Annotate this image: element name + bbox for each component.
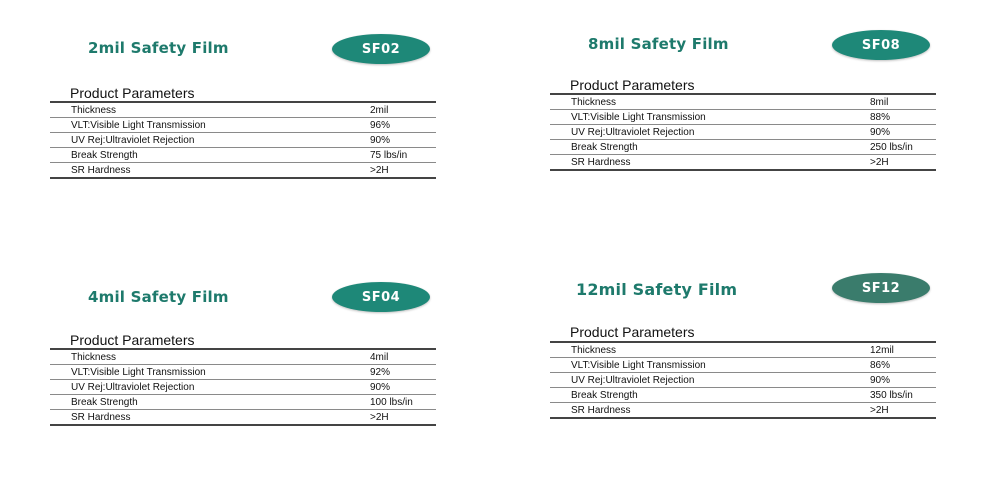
param-value: >2H	[870, 156, 889, 168]
product-title: 8mil Safety Film	[588, 35, 729, 53]
param-value: 96%	[370, 119, 391, 131]
param-value: 90%	[370, 381, 391, 393]
section-heading: Product Parameters	[570, 77, 695, 93]
table-row	[50, 118, 436, 133]
param-value: 250 lbs/in	[870, 141, 913, 153]
table-row	[50, 350, 436, 365]
param-value: 90%	[370, 134, 391, 146]
param-value: 100 lbs/in	[370, 396, 413, 408]
param-label: Break Strength	[71, 396, 138, 408]
parameters-table	[50, 348, 436, 426]
section-heading: Product Parameters	[70, 332, 195, 348]
param-value: 8mil	[870, 96, 889, 108]
table-row	[50, 410, 436, 424]
section-heading: Product Parameters	[70, 85, 195, 101]
table-row	[50, 103, 436, 118]
table-row	[50, 133, 436, 148]
product-title: 2mil Safety Film	[88, 39, 229, 57]
table-row	[550, 358, 936, 373]
param-label: UV Rej:Ultraviolet Rejection	[571, 126, 695, 138]
product-code-badge: SF04	[332, 282, 430, 312]
table-row	[550, 140, 936, 155]
product-code-badge: SF02	[332, 34, 430, 64]
table-row	[50, 148, 436, 163]
table-row	[550, 343, 936, 358]
param-value: 86%	[870, 359, 891, 371]
param-value: 350 lbs/in	[870, 389, 913, 401]
param-label: Break Strength	[571, 389, 638, 401]
table-row	[550, 125, 936, 140]
param-label: Break Strength	[71, 149, 138, 161]
table-row	[50, 365, 436, 380]
table-row	[550, 373, 936, 388]
param-value: >2H	[370, 164, 389, 176]
param-label: Thickness	[71, 351, 117, 363]
param-label: VLT:Visible Light Transmission	[71, 119, 206, 131]
param-label: SR Hardness	[571, 156, 631, 168]
product-title: 12mil Safety Film	[576, 280, 738, 299]
param-label: SR Hardness	[571, 404, 631, 416]
table-row	[550, 388, 936, 403]
table-row	[550, 403, 936, 417]
param-value: 90%	[870, 374, 891, 386]
param-label: SR Hardness	[71, 164, 131, 176]
param-value: 2mil	[370, 104, 389, 116]
param-label: Thickness	[571, 344, 617, 356]
section-heading: Product Parameters	[570, 324, 695, 340]
param-value: 90%	[870, 126, 891, 138]
param-value: >2H	[870, 404, 889, 416]
product-title: 4mil Safety Film	[88, 288, 229, 306]
table-row	[50, 395, 436, 410]
param-label: VLT:Visible Light Transmission	[571, 359, 706, 371]
table-row	[50, 163, 436, 177]
table-row	[50, 380, 436, 395]
parameters-table	[550, 341, 936, 419]
param-value: 92%	[370, 366, 391, 378]
parameters-table	[550, 93, 936, 171]
product-code-badge: SF08	[832, 30, 930, 60]
param-label: VLT:Visible Light Transmission	[71, 366, 206, 378]
param-label: SR Hardness	[71, 411, 131, 423]
param-label: Thickness	[571, 96, 617, 108]
product-code-badge: SF12	[832, 273, 930, 303]
param-label: Break Strength	[571, 141, 638, 153]
param-label: UV Rej:Ultraviolet Rejection	[571, 374, 695, 386]
param-label: Thickness	[71, 104, 117, 116]
param-label: UV Rej:Ultraviolet Rejection	[71, 381, 195, 393]
param-value: 12mil	[870, 344, 894, 356]
param-label: VLT:Visible Light Transmission	[571, 111, 706, 123]
table-row	[550, 110, 936, 125]
param-value: 88%	[870, 111, 891, 123]
param-label: UV Rej:Ultraviolet Rejection	[71, 134, 195, 146]
param-value: 4mil	[370, 351, 389, 363]
param-value: >2H	[370, 411, 389, 423]
table-row	[550, 95, 936, 110]
param-value: 75 lbs/in	[370, 149, 408, 161]
parameters-table	[50, 101, 436, 179]
table-row	[550, 155, 936, 169]
